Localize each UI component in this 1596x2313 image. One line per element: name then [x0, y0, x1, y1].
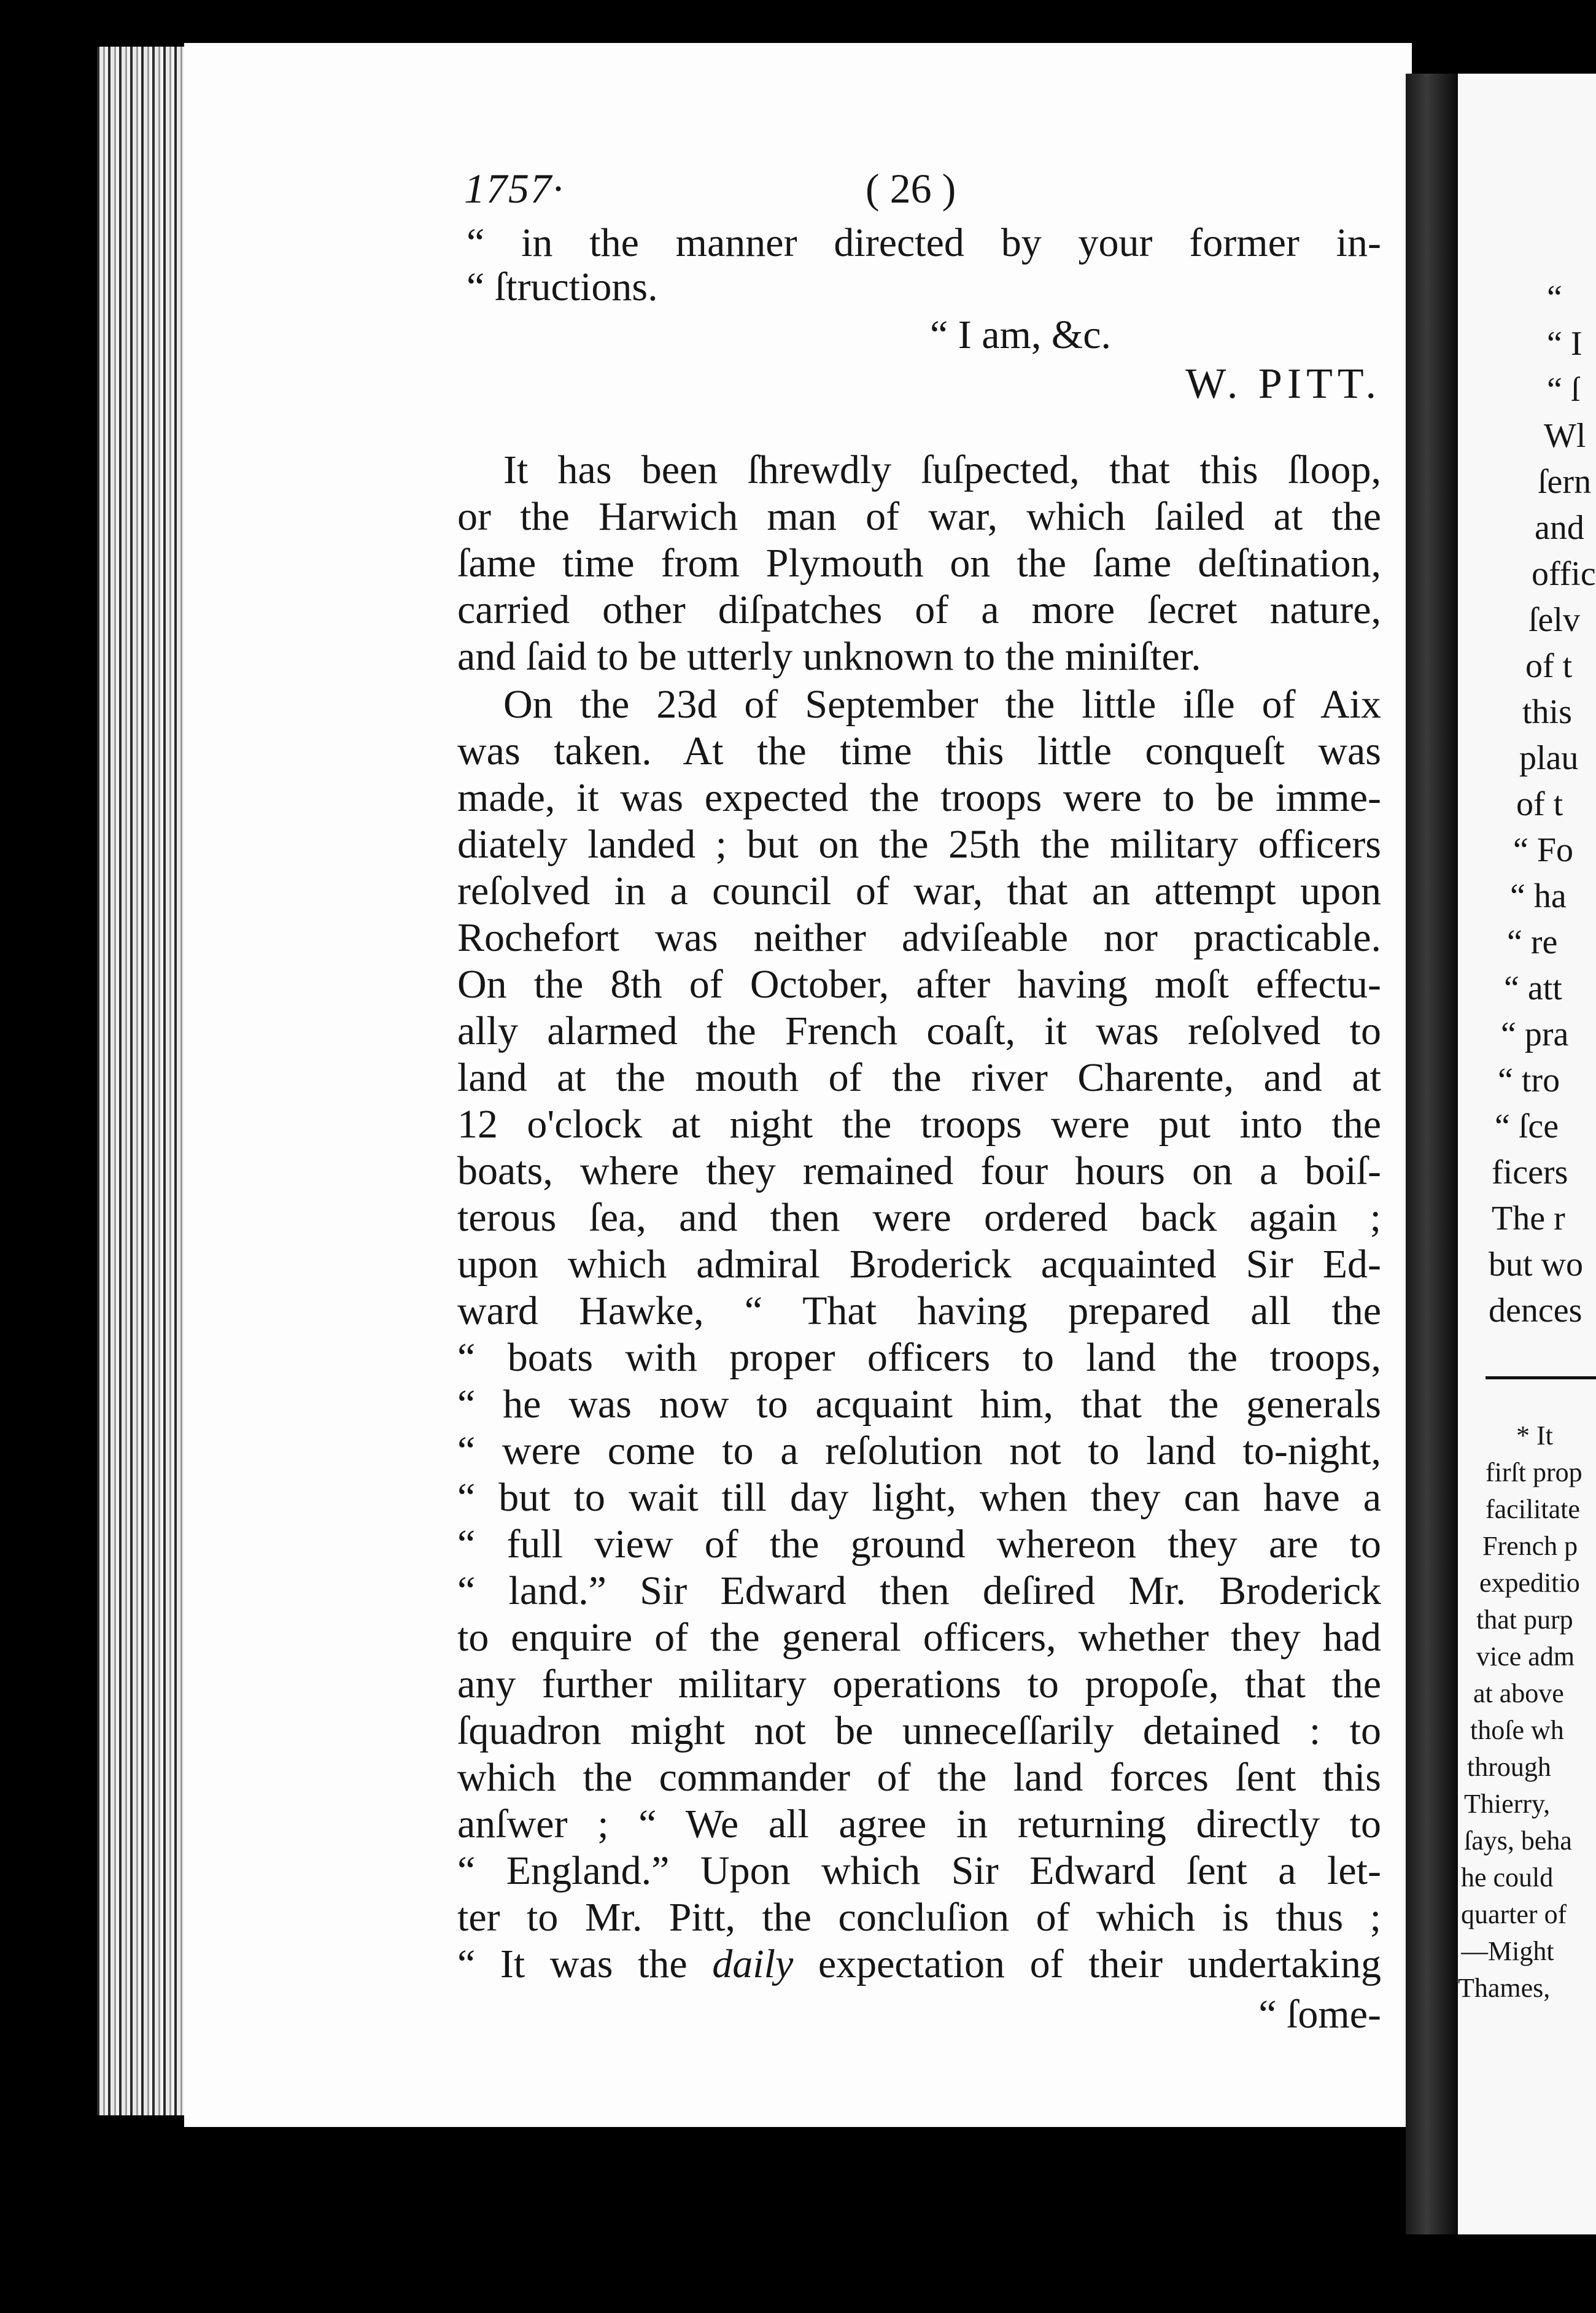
text-line: ter to Mr. Pitt, the concluſion of which is thus ; — [457, 1895, 1381, 1940]
text-line: ward Hawke, “ That having prepared all the — [457, 1288, 1381, 1333]
text-line: terous ſea, and then were ordered back again ; — [457, 1195, 1381, 1240]
text-line: “ boats with proper officers to land the troops, — [457, 1335, 1381, 1380]
footnote-line: —Might — [1461, 1937, 1554, 1966]
text-line: “ full view of the ground whereon they are to — [457, 1522, 1381, 1567]
footnote-line: French p — [1482, 1532, 1578, 1561]
facing-line: but wo — [1489, 1246, 1583, 1283]
text-line: “ he was now to acquaint him, that the generals — [457, 1382, 1381, 1427]
facing-line: ficers — [1492, 1154, 1568, 1191]
text-line: upon which admiral Broderick acquainted Sir Ed- — [457, 1242, 1381, 1287]
text-line: “ I am, &c. — [929, 312, 1111, 357]
facing-line: ſelv — [1528, 602, 1580, 638]
facing-line: and — [1535, 509, 1584, 546]
text-line: carried other diſpatches of a more ſecret nature, — [457, 587, 1381, 632]
text-line: “ ſtructions. — [467, 265, 658, 309]
text-line: “ but to wait till day light, when they can have a — [457, 1475, 1381, 1520]
footnote-line: Thierry, — [1464, 1789, 1551, 1819]
page-edges — [97, 47, 189, 2115]
facing-line: “ Fo — [1513, 832, 1573, 869]
text-line: or the Harwich man of war, which ſailed at the — [457, 494, 1381, 539]
text-line: diately landed ; but on the 25th the military officers — [457, 822, 1381, 867]
text-line: any further military operations to propoſe, that the — [457, 1662, 1381, 1707]
facing-line: dences — [1489, 1292, 1582, 1329]
footnote-line: Thames, — [1458, 1974, 1551, 2003]
facing-line: of t — [1525, 648, 1573, 684]
text-line: “ It was the daily expectation of their undertaking — [457, 1942, 1381, 1986]
facing-line: “ re — [1507, 924, 1558, 961]
facing-line: The r — [1492, 1200, 1565, 1237]
text-line: It has been ſhrewdly ſuſpected, that this ſloop, — [503, 447, 1381, 492]
facing-line: “ att — [1504, 970, 1562, 1007]
facing-line: Wl — [1544, 417, 1586, 454]
footnote-line: firſt prop — [1486, 1458, 1582, 1487]
facing-line: “ pra — [1501, 1016, 1569, 1053]
text-line: ally alarmed the French coaſt, it was reſolved to — [457, 1009, 1381, 1053]
text-line: ſquadron might not be unneceſſarily detained : to — [457, 1708, 1381, 1753]
facing-line: of t — [1516, 786, 1563, 823]
footnote-line: quarter of — [1461, 1900, 1567, 1929]
footnote-line: that purp — [1476, 1605, 1573, 1635]
facing-line: plau — [1519, 740, 1579, 777]
book-gutter — [1406, 74, 1458, 2234]
footnote-line: at above — [1473, 1679, 1564, 1708]
text-line: and ſaid to be utterly unknown to the miniſter. — [457, 634, 1201, 679]
footnote-rule — [1486, 1376, 1596, 1379]
text-line: anſwer ; “ We all agree in returning directly to — [457, 1802, 1381, 1846]
facing-line: ſern — [1538, 463, 1592, 500]
catchword: “ ſome- — [1258, 1992, 1381, 2037]
footnote-line: ſays, beha — [1464, 1826, 1572, 1856]
text-line: “ were come to a reſolution not to land to-night, — [457, 1428, 1381, 1473]
facing-line: “ ha — [1510, 878, 1567, 915]
footnote-line: through — [1467, 1753, 1551, 1782]
facing-line: “ I — [1547, 325, 1582, 362]
signature: W. PITT. — [1185, 360, 1381, 408]
text-line: “ England.” Upon which Sir Edward ſent a let- — [457, 1848, 1381, 1893]
footnote-line: * It — [1516, 1421, 1553, 1451]
footnote-line: thoſe wh — [1470, 1716, 1564, 1745]
text-line: “ in the manner directed by your former in- — [467, 220, 1381, 265]
footnote-line: vice adm — [1476, 1642, 1575, 1672]
text-line: made, it was expected the troops were to be imme- — [457, 775, 1381, 820]
running-head-year: 1757· — [464, 165, 564, 212]
text-line: boats, where they remained four hours on a boiſ- — [457, 1149, 1381, 1193]
text-line: On the 23d of September the little iſle of Aix — [503, 682, 1381, 727]
text-line: which the commander of the land forces ſent this — [457, 1755, 1381, 1800]
text-line: to enquire of the general officers, whether they had — [457, 1615, 1381, 1660]
text-line: land at the mouth of the river Charente, and at — [457, 1055, 1381, 1100]
text-line: was taken. At the time this little conqueſt was — [457, 729, 1381, 773]
footnote-line: expeditio — [1479, 1568, 1580, 1598]
text-line: Rochefort was neither adviſeable nor practicable. — [457, 915, 1381, 960]
facing-line: “ tro — [1498, 1062, 1560, 1099]
text-line: ſame time from Plymouth on the ſame deſtination, — [457, 541, 1381, 586]
facing-line: “ — [1547, 279, 1562, 316]
facing-line: this — [1522, 694, 1572, 730]
facing-line: “ ſce — [1495, 1108, 1559, 1145]
text-line: “ land.” Sir Edward then deſired Mr. Broderick — [457, 1568, 1381, 1613]
text-line: reſolved in a council of war, that an attempt upon — [457, 869, 1381, 913]
text-line: 12 o'clock at night the troops were put into the — [457, 1102, 1381, 1147]
facing-line: “ ſ — [1547, 371, 1581, 408]
facing-line: offic — [1532, 556, 1596, 592]
footnote-line: he could — [1461, 1863, 1554, 1893]
text-line: On the 8th of October, after having moſt effectu- — [457, 962, 1381, 1007]
page-number: ( 26 ) — [866, 165, 956, 212]
footnote-line: facilitate — [1486, 1495, 1580, 1524]
